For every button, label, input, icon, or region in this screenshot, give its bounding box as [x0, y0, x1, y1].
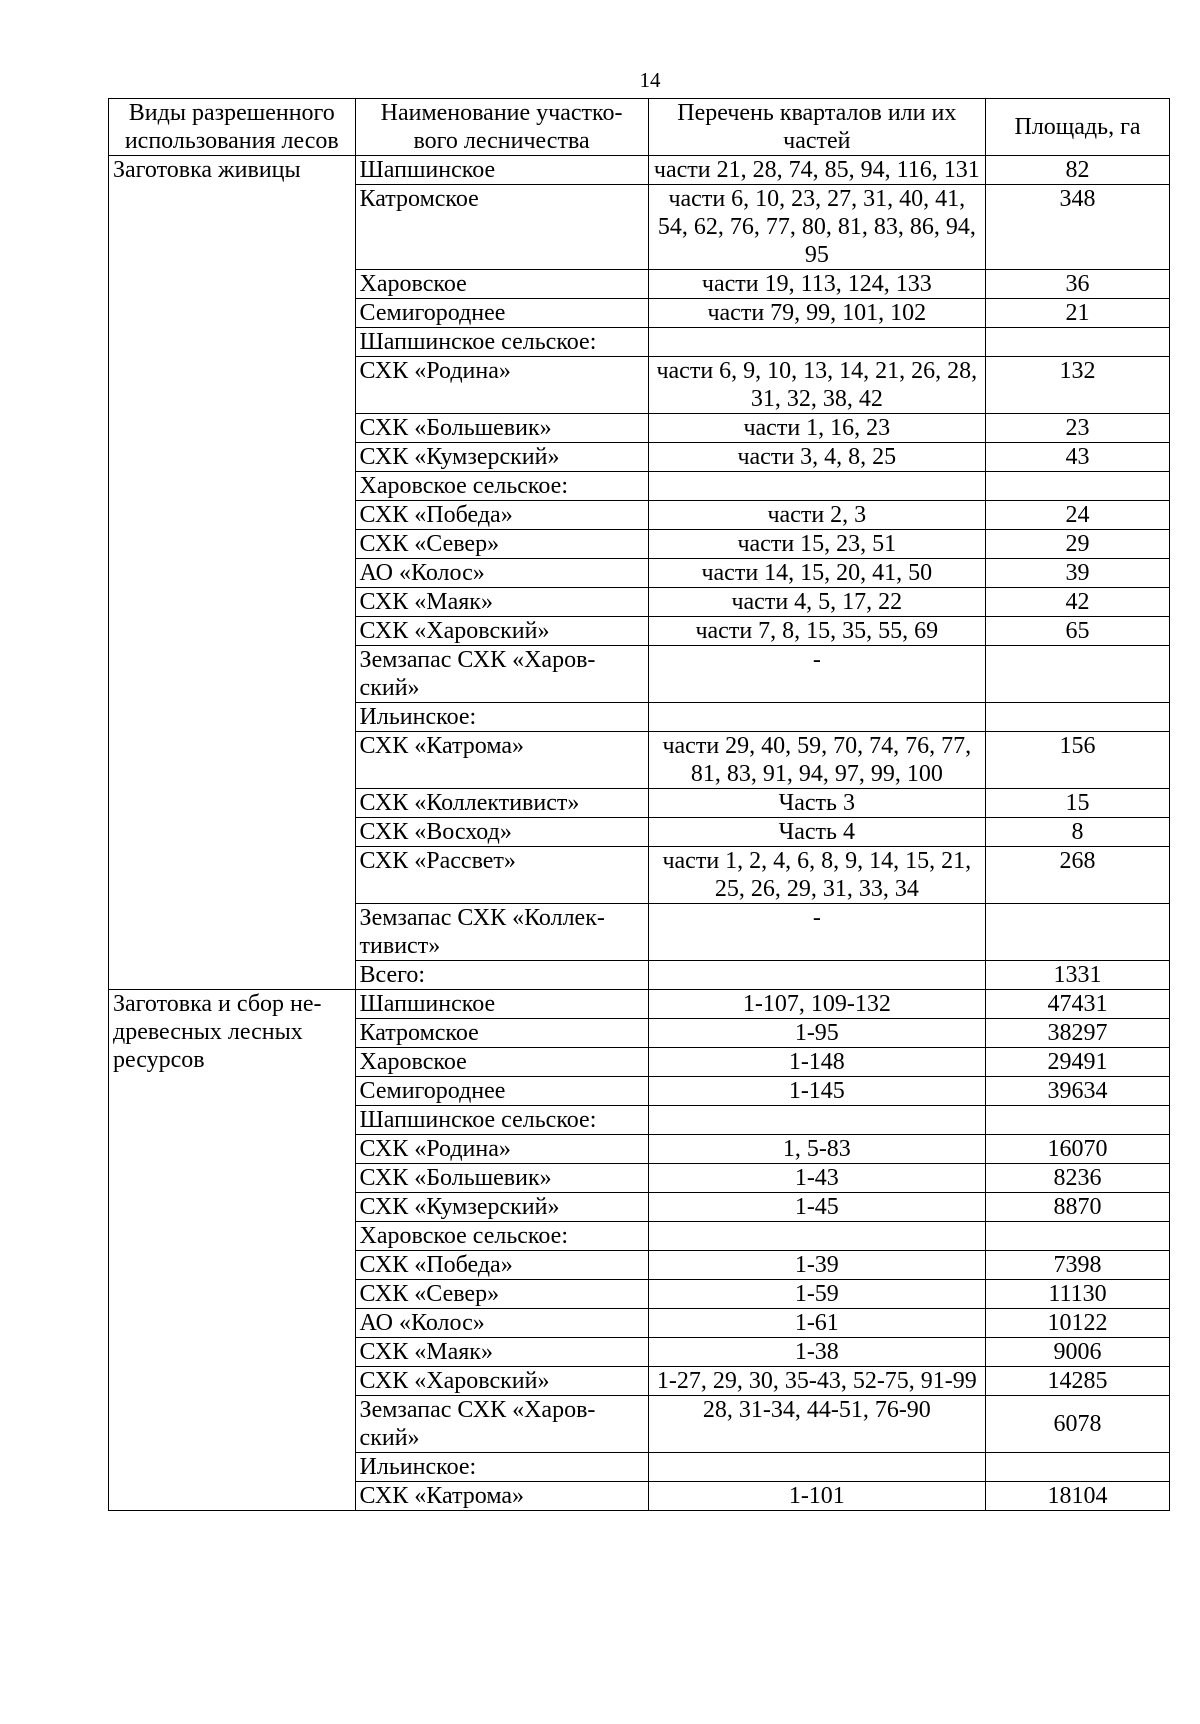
quarters-cell: части 6, 10, 23, 27, 31, 40, 41, 54, 62, 76, 77, 80, 81, 83, 86, 94, 95 — [648, 185, 985, 270]
forestry-name-cell: СХК «Север» — [355, 1280, 648, 1309]
use-type-cell: Заготовка живицы — [109, 156, 356, 990]
quarters-cell: части 19, 113, 124, 133 — [648, 270, 985, 299]
area-cell: 36 — [986, 270, 1170, 299]
area-cell: 21 — [986, 299, 1170, 328]
forestry-name-cell: СХК «Кумзерский» — [355, 443, 648, 472]
quarters-cell: части 3, 4, 8, 25 — [648, 443, 985, 472]
forestry-name-cell: Всего: — [355, 961, 648, 990]
quarters-cell: 1-45 — [648, 1193, 985, 1222]
table-row — [109, 990, 1170, 1019]
area-cell: 23 — [986, 414, 1170, 443]
forestry-name-cell: СХК «Харовский» — [355, 617, 648, 646]
area-cell: 10122 — [986, 1309, 1170, 1338]
quarters-cell: 1-101 — [648, 1482, 985, 1511]
forestry-name-cell: Семигороднее — [355, 1077, 648, 1106]
area-cell: 39 — [986, 559, 1170, 588]
area-cell: 156 — [986, 732, 1170, 789]
table-body — [109, 156, 1170, 1511]
quarters-cell — [648, 961, 985, 990]
area-cell: 132 — [986, 357, 1170, 414]
area-cell: 1331 — [986, 961, 1170, 990]
area-cell — [986, 1106, 1170, 1135]
quarters-cell: - — [648, 904, 985, 961]
forestry-name-cell: Харовское — [355, 270, 648, 299]
quarters-cell: части 1, 2, 4, 6, 8, 9, 14, 15, 21, 25, 26, 29, 31, 33, 34 — [648, 847, 985, 904]
quarters-cell: части 2, 3 — [648, 501, 985, 530]
forestry-name-cell: Земзапас СХК «Коллек-тивист» — [355, 904, 648, 961]
forestry-name-cell: СХК «Победа» — [355, 1251, 648, 1280]
forestry-name-cell: СХК «Восход» — [355, 818, 648, 847]
area-cell: 8870 — [986, 1193, 1170, 1222]
quarters-cell: 1-39 — [648, 1251, 985, 1280]
area-cell: 14285 — [986, 1367, 1170, 1396]
table-header-row — [109, 99, 1170, 156]
area-cell: 9006 — [986, 1338, 1170, 1367]
area-cell — [986, 646, 1170, 703]
use-type-cell: Заготовка и сбор не-древесных лесных ресурсов — [109, 990, 356, 1511]
forestry-name-cell: Земзапас СХК «Харов-ский» — [355, 646, 648, 703]
area-cell: 11130 — [986, 1280, 1170, 1309]
quarters-cell: части 6, 9, 10, 13, 14, 21, 26, 28, 31, 32, 38, 42 — [648, 357, 985, 414]
area-cell — [986, 1222, 1170, 1251]
forestry-name-cell: СХК «Кумзерский» — [355, 1193, 648, 1222]
forestry-name-cell: СХК «Маяк» — [355, 1338, 648, 1367]
area-cell: 29 — [986, 530, 1170, 559]
area-cell: 348 — [986, 185, 1170, 270]
area-cell: 82 — [986, 156, 1170, 185]
forestry-name-cell: Харовское сельское: — [355, 472, 648, 501]
quarters-cell: части 14, 15, 20, 41, 50 — [648, 559, 985, 588]
quarters-cell: 1-43 — [648, 1164, 985, 1193]
area-cell — [986, 472, 1170, 501]
area-cell: 43 — [986, 443, 1170, 472]
forestry-name-cell: Катромское — [355, 1019, 648, 1048]
quarters-cell: части 29, 40, 59, 70, 74, 76, 77, 81, 83, 91, 94, 97, 99, 100 — [648, 732, 985, 789]
forestry-name-cell: СХК «Север» — [355, 530, 648, 559]
forestry-name-cell: СХК «Родина» — [355, 357, 648, 414]
quarters-cell — [648, 703, 985, 732]
quarters-cell: части 15, 23, 51 — [648, 530, 985, 559]
area-cell — [986, 328, 1170, 357]
quarters-cell: 1-59 — [648, 1280, 985, 1309]
quarters-cell — [648, 328, 985, 357]
quarters-cell: 1-27, 29, 30, 35-43, 52-75, 91-99 — [648, 1367, 985, 1396]
quarters-cell — [648, 1453, 985, 1482]
forestry-name-cell: Ильинское: — [355, 703, 648, 732]
area-cell: 6078 — [986, 1396, 1170, 1453]
quarters-cell: - — [648, 646, 985, 703]
quarters-cell: Часть 3 — [648, 789, 985, 818]
forestry-name-cell: Харовское — [355, 1048, 648, 1077]
area-cell — [986, 1453, 1170, 1482]
quarters-cell: 1-145 — [648, 1077, 985, 1106]
forestry-name-cell: Шапшинское сельское: — [355, 328, 648, 357]
quarters-cell — [648, 1106, 985, 1135]
area-cell: 38297 — [986, 1019, 1170, 1048]
area-cell: 65 — [986, 617, 1170, 646]
area-cell: 15 — [986, 789, 1170, 818]
forestry-name-cell: СХК «Коллективист» — [355, 789, 648, 818]
forest-use-table — [108, 98, 1170, 1511]
page-number: 14 — [639, 68, 661, 92]
quarters-cell: части 79, 99, 101, 102 — [648, 299, 985, 328]
quarters-cell: 1-95 — [648, 1019, 985, 1048]
quarters-cell: 1-38 — [648, 1338, 985, 1367]
quarters-cell: 1, 5-83 — [648, 1135, 985, 1164]
quarters-cell: Часть 4 — [648, 818, 985, 847]
forestry-name-cell: СХК «Маяк» — [355, 588, 648, 617]
quarters-cell: части 1, 16, 23 — [648, 414, 985, 443]
forestry-name-cell: СХК «Рассвет» — [355, 847, 648, 904]
forestry-name-cell: СХК «Харовский» — [355, 1367, 648, 1396]
forestry-name-cell: СХК «Большевик» — [355, 1164, 648, 1193]
quarters-cell: 28, 31-34, 44-51, 76-90 — [648, 1396, 985, 1453]
area-cell: 7398 — [986, 1251, 1170, 1280]
forestry-name-cell: АО «Колос» — [355, 559, 648, 588]
forestry-name-cell: Шапшинское — [355, 990, 648, 1019]
forestry-name-cell: Семигороднее — [355, 299, 648, 328]
quarters-cell — [648, 472, 985, 501]
quarters-cell: 1-61 — [648, 1309, 985, 1338]
area-cell: 29491 — [986, 1048, 1170, 1077]
quarters-cell — [648, 1222, 985, 1251]
header-use-type: Виды разрешенного использования лесов — [109, 99, 356, 156]
area-cell: 47431 — [986, 990, 1170, 1019]
forestry-name-cell: СХК «Катрома» — [355, 1482, 648, 1511]
forestry-name-cell: АО «Колос» — [355, 1309, 648, 1338]
forestry-name-cell: СХК «Победа» — [355, 501, 648, 530]
forestry-name-cell: СХК «Большевик» — [355, 414, 648, 443]
forestry-name-cell: Ильинское: — [355, 1453, 648, 1482]
forestry-name-cell: Шапшинское — [355, 156, 648, 185]
forestry-name-cell: Харовское сельское: — [355, 1222, 648, 1251]
area-cell: 8 — [986, 818, 1170, 847]
forestry-name-cell: Катромское — [355, 185, 648, 270]
area-cell: 268 — [986, 847, 1170, 904]
area-cell — [986, 904, 1170, 961]
area-cell: 42 — [986, 588, 1170, 617]
header-forestry-name: Наименование участко-вого лесничества — [355, 99, 648, 156]
area-cell — [986, 703, 1170, 732]
area-cell: 8236 — [986, 1164, 1170, 1193]
header-area: Площадь, га — [986, 99, 1170, 156]
header-quarters: Перечень кварталов или их частей — [648, 99, 985, 156]
area-cell: 24 — [986, 501, 1170, 530]
table-row — [109, 156, 1170, 185]
quarters-cell: части 7, 8, 15, 35, 55, 69 — [648, 617, 985, 646]
area-cell: 18104 — [986, 1482, 1170, 1511]
quarters-cell: части 4, 5, 17, 22 — [648, 588, 985, 617]
area-cell: 39634 — [986, 1077, 1170, 1106]
area-cell: 16070 — [986, 1135, 1170, 1164]
forestry-name-cell: СХК «Катрома» — [355, 732, 648, 789]
forestry-name-cell: Земзапас СХК «Харов-ский» — [355, 1396, 648, 1453]
forestry-name-cell: Шапшинское сельское: — [355, 1106, 648, 1135]
quarters-cell: части 21, 28, 74, 85, 94, 116, 131 — [648, 156, 985, 185]
forestry-name-cell: СХК «Родина» — [355, 1135, 648, 1164]
quarters-cell: 1-148 — [648, 1048, 985, 1077]
quarters-cell: 1-107, 109-132 — [648, 990, 985, 1019]
